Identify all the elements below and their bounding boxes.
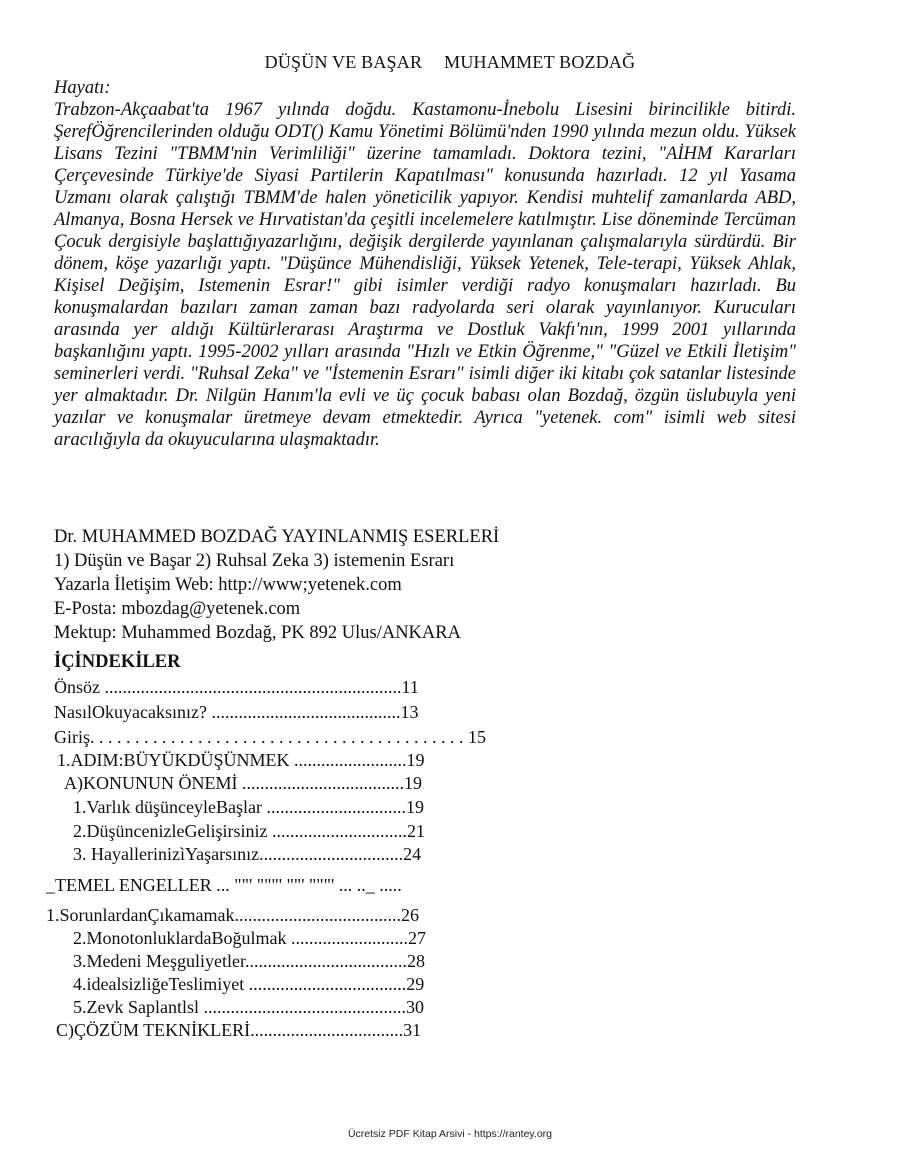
toc-entry: Önsöz ..................................................................11 [54,677,419,697]
toc-entry: NasılOkuyacaksınız? ..........................................13 [54,702,419,722]
toc-entry: 2.DüşüncenizleGelişirsiniz ..............................21 [73,821,425,841]
footer-credit: Ücretsiz PDF Kitap Arsivi - https://rantey.org [347,1128,553,1140]
contact-email: E-Posta: mbozdag@yetenek.com [54,599,301,619]
page-title [0,52,900,73]
published-works-section [54,525,814,645]
book-title: DÜŞÜN VE BAŞAR [264,52,423,72]
toc-entry: 5.Zevk Saplantlsl .............................................30 [73,997,424,1017]
toc-entry: 4.idealsizliğeTeslimiyet ...................................29 [73,974,425,994]
toc-entry: 1.ADIM:BÜYÜKDÜŞÜNMEK .........................19 [57,750,425,770]
biography-section [54,77,796,451]
toc-entry: _TEMEL ENGELLER ... ""' """' ""' """' ... .._ ..... [46,875,402,895]
biography-text: Trabzon-Akçaabat'ta 1967 yılında doğdu. Kastamonu-İnebolu Lisesini birincilikle bitirdi. ŞerefÖğrencilerinden olduğu ODT() Kamu Yönetimi Bölümü'nden 1990 yılında mezun oldu. Yüksek Lisans Tezini "TBMM'nin Verimliliği" üzerine tamamladı. Doktora tezini, "AİHM Kararları Çerçevesinde Türkiye'de Siyasi Partilerin Kapatılması" konusunda hazırladı. 12 yıl Yasama Uzmanı olarak çalıştığı TBMM'de halen yöneticilik yapıyor. Kendisi muhtelif zamanlarda ABD, Almanya, Bosna Hersek ve Hırvatistan'da çeşitli incelemelere katılmıştır. Lise döneminde Tercüman Çocuk dergisiyle başlattığıyazarlığını, değişik dergilerde yayınlanan çalışmalarıyla sürdürdü. Bir dönem, köşe yazarlığı yaptı. "Düşünce Mühendisliği, Yüksek Yetenek, Tele-terapi, Yüksek Ahlak, Kişisel Değişim, Istemenin Esrar!" gibi isimler verdiği radyo konuşmaları hazırladı. Bu konuşmalardan bazıları zaman zaman bazı radyolarda seri olarak yayınlanıyor. Kurucuları arasında yer aldığı Kültürlerarası Araştırma ve Dostluk Vakfı'nın, 1999 2001 yıllarında başkanlığını yaptı. 1995-2002 yılları arasında "Hızlı ve Etkin Öğrenme," "Güzel ve Etkili İletişim" seminerleri verdi. "Ruhsal Zeka" ve "İstemenin Esrarı" isimli diğer iki kitabı çok satanlar listesinde yer almaktadır. Dr. Nilgün Hanım'la evli ve üç çocuk babası olan Bozdağ, özgün üslubuyla yeni yazılar ve konuşmalar üretmeye devam etmektedir. Ayrıca "yetenek. com" isimli web sitesi aracılığıyla da okuyucularına ulaşmaktadır. [54,100,796,450]
contact-mail: Mektup: Muhammed Bozdağ, PK 892 Ulus/ANKARA [54,623,461,643]
works-list: 1) Düşün ve Başar 2) Ruhsal Zeka 3) istemenin Esrarı [54,551,455,571]
toc-entry: 3.Medeni Meşguliyetler....................................28 [73,951,425,971]
author-name: MUHAMMET BOZDAĞ [444,52,636,72]
toc-entry: 2.MonotonluklardaBoğulmak ..........................27 [73,928,426,948]
works-heading: Dr. MUHAMMED BOZDAĞ YAYINLANMIŞ ESERLERİ [54,527,500,547]
toc-entry: Giriş. . . . . . . . . . . . . . . . . . . . . . . . . . . . . . . . . . . . . . . . . . 15 [54,727,486,747]
biography-heading: Hayatı: [54,78,111,98]
contact-web: Yazarla İletişim Web: http://www;yetenek.com [54,575,402,595]
toc-entry: C)ÇÖZÜM TEKNİKLERİ..................................31 [56,1020,422,1040]
toc-heading: İÇİNDEKİLER [54,652,181,672]
toc-entry: 1.SorunlardanÇıkamamak.....................................26 [46,905,419,925]
toc-entry: 3. HayallerinizìYaşarsınız................................24 [73,844,422,864]
toc-entry: A)KONUNUN ÖNEMİ ....................................19 [64,773,422,793]
toc-entry: 1.Varlık düşünceyleBaşlar ...............................19 [73,797,424,817]
